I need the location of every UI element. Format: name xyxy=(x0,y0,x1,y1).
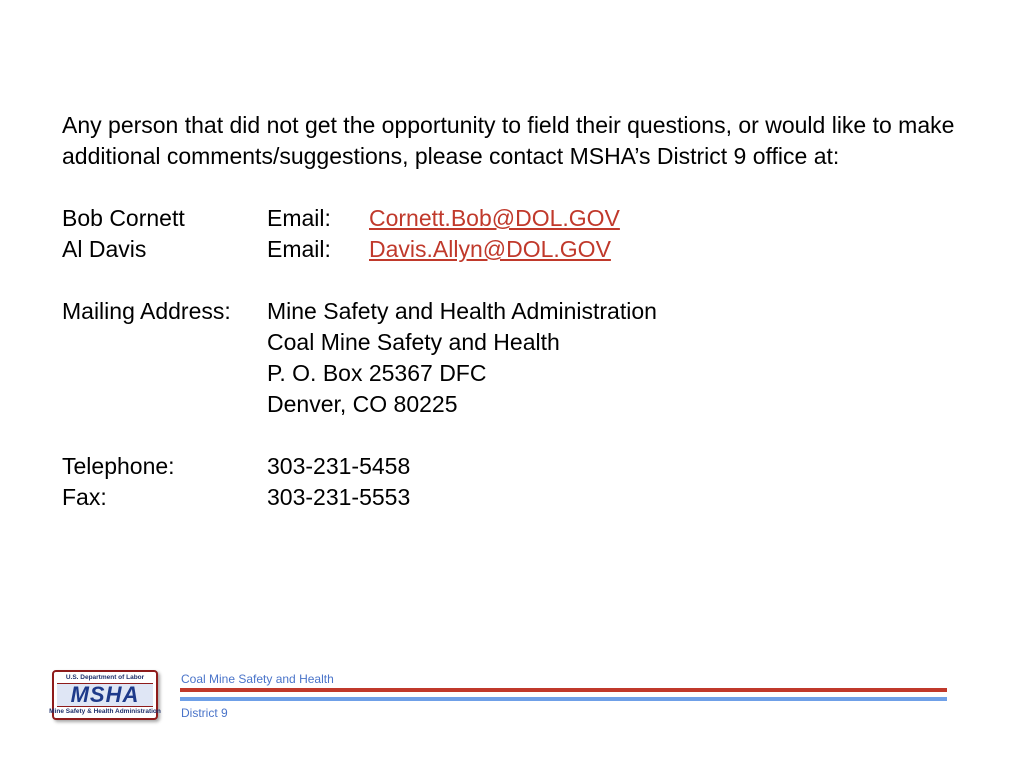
mailing-line: Coal Mine Safety and Health xyxy=(267,329,560,355)
telephone-value: 303-231-5458 xyxy=(267,453,411,479)
logo-main-text: MSHA xyxy=(57,683,153,707)
fax-value: 303-231-5553 xyxy=(267,484,411,510)
logo-bottom-text: Mine Safety & Health Administration xyxy=(49,708,161,715)
email-label: Email: xyxy=(267,205,331,231)
mailing-line: P. O. Box 25367 DFC xyxy=(267,360,487,386)
email-link-davis[interactable]: Davis.Allyn@DOL.GOV xyxy=(369,236,611,262)
mailing-label: Mailing Address: xyxy=(62,298,231,324)
spacer xyxy=(62,172,962,203)
contact-name: Al Davis xyxy=(62,236,147,262)
logo-top-text: U.S. Department of Labor xyxy=(65,674,145,681)
telephone-row xyxy=(62,451,962,482)
spacer xyxy=(62,420,962,451)
contact-content xyxy=(62,110,962,513)
contact-row xyxy=(62,234,962,265)
mailing-row xyxy=(62,389,962,420)
mailing-row xyxy=(62,358,962,389)
footer-divider-blue xyxy=(180,697,947,701)
contact-row xyxy=(62,203,962,234)
footer-bottom-label: District 9 xyxy=(181,706,228,720)
email-label: Email: xyxy=(267,236,331,262)
spacer xyxy=(62,265,962,296)
mailing-line: Denver, CO 80225 xyxy=(267,391,458,417)
footer-divider-red xyxy=(180,688,947,692)
mailing-line: Mine Safety and Health Administration xyxy=(267,298,657,324)
footer-top-label: Coal Mine Safety and Health xyxy=(181,672,334,686)
contact-name: Bob Cornett xyxy=(62,205,185,231)
mailing-row xyxy=(62,327,962,358)
telephone-label: Telephone: xyxy=(62,453,175,479)
fax-label: Fax: xyxy=(62,484,107,510)
mailing-row xyxy=(62,296,962,327)
intro-paragraph: Any person that did not get the opportunity to field their questions, or would like to make additional comments/suggestions, please contact MSHA’s District 9 office at: xyxy=(62,112,955,169)
fax-row xyxy=(62,482,962,513)
msha-logo xyxy=(49,670,161,720)
email-link-cornett[interactable]: Cornett.Bob@DOL.GOV xyxy=(369,205,620,231)
